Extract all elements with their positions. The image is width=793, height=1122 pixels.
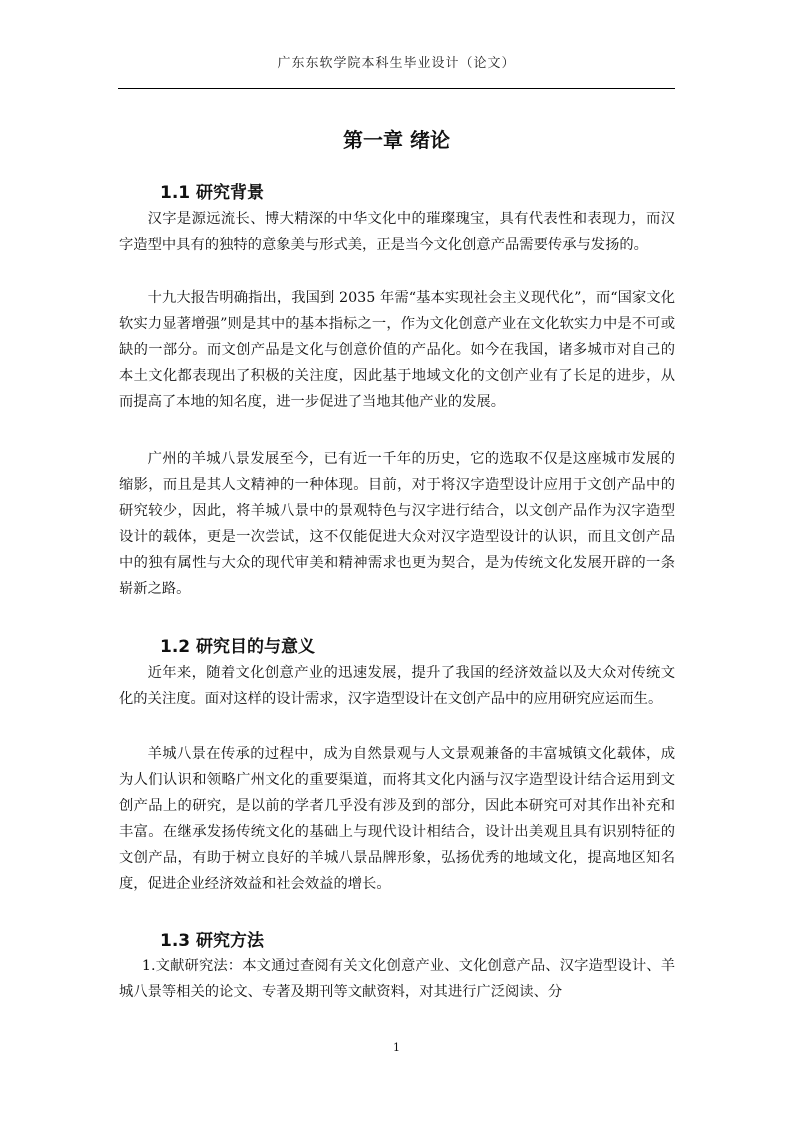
paragraph: 近年来，随着文化创意产业的迅速发展，提升了我国的经济效益以及大众对传统文化的关注度。面对这样的设计需求，汉字造型设计在文创产品中的应用研究应运而生。 <box>119 665 675 707</box>
page-header: 广东东软学院本科生毕业设计（论文） <box>277 56 516 71</box>
paragraph: 十九大报告明确指出，我国到 2035 年需“基本实现社会主义现代化”，而“国家文化软实力显著增强”则是其中的基本指标之一，作为文化创意产业在文化软实力中是不可或缺的一部分。而文创产品是文化与创意价值的产品化。如今在我国，诸多城市对自己的本土文化都表现出了积极的关注度，因此基于地域文化的文创产业有了长足的进步，从而提高了本地的知名度，进一步促进了当地其他产业的发展。 <box>119 290 675 410</box>
paragraph: 1.文献研究法：本文通过查阅有关文化创意产业、文化创意产品、汉字造型设计、羊城八景等相关的论文、专著及期刊等文献资料，对其进行广泛阅读、分 <box>119 958 675 1000</box>
section-title-1-3: 1.3 研究方法 <box>160 931 265 951</box>
header-divider <box>118 88 675 89</box>
paragraph: 汉字是源远流长、博大精深的中华文化中的璀璨瑰宝，具有代表性和表现力，而汉字造型中具有的独特的意象美与形式美，正是当今文化创意产品需要传承与发扬的。 <box>119 211 675 253</box>
paragraph: 广州的羊城八景发展至今，已有近一千年的历史，它的选取不仅是这座城市发展的缩影，而且是其人文精神的一种体现。目前，对于将汉字造型设计应用于文创产品中的研究较少，因此，将羊城八景中的景观特色与汉字进行结合，以文创产品作为汉字造型设计的载体，更是一次尝试，这不仅能促进大众对汉字造型设计的认识，而且文创产品中的独有属性与大众的现代审美和精神需求也更为契合，是为传统文化发展开辟的一条崭新之路。 <box>119 451 675 597</box>
section-title-1-2: 1.2 研究目的与意义 <box>160 637 316 657</box>
chapter-title: 第一章 绪论 <box>343 128 450 152</box>
paragraph: 羊城八景在传承的过程中，成为自然景观与人文景观兼备的丰富城镇文化载体，成为人们认识和领略广州文化的重要渠道，而将其文化内涵与汉字造型设计结合运用到文创产品上的研究，是以前的学者几乎没有涉及到的部分，因此本研究可对其作出补充和丰富。在继承发扬传统文化的基础上与现代设计相结合，设计出美观且具有识别特征的文创产品，有助于树立良好的羊城八景品牌形象，弘扬优秀的地域文化，提高地区知名度，促进企业经济效益和社会效益的增长。 <box>119 746 675 892</box>
section-title-1-1: 1.1 研究背景 <box>160 183 265 203</box>
page-number: 1 <box>393 1041 400 1054</box>
